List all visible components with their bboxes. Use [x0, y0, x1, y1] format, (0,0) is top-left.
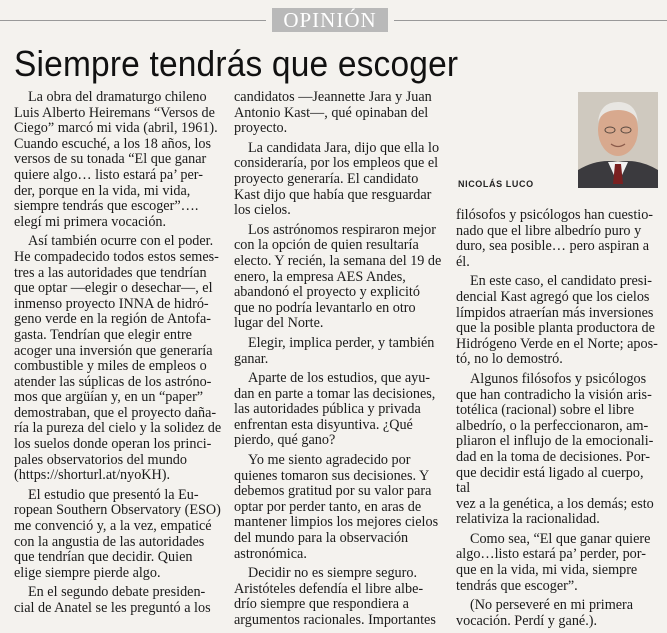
paragraph: La candidata Jara, dijo que ella lo consideraría, por los empleos que el proyecto generaría. El candidato Kast dijo que había que resguardar los cielos. — [234, 139, 440, 219]
paragraph: Decidir no es siempre seguro. Aristóteles defendía el libre albe- drío siempre que respondiera a argumentos racionales. Importantes — [234, 565, 436, 628]
paragraph: Yo me siento agradecido por quienes tomaron sus decisiones. Y debemos gratitud por su valor para optar por perder tanto, en aras de mantener limpios los mejores cielos del mundo para la observación astronómica. — [234, 452, 439, 562]
paragraph: Así también ocurre con el poder. He compadecido todos estos semes- tres a las autoridades que tendrían que optar —elegir o desechar—, el inmenso proyecto INNA de hidró- geno verde en la región de Antofa- gasta. Tendrían que elegir entre acoger una inversión que generaría combustible y miles de empleos o atender las súplicas de los astróno- mos que argüían y, en un “paper” demostraban, que el proyecto daña- ría la pureza del cielo y la solidez de los suelos donde operan los princi- pales observatorios del mundo (https://shorturl.at/nyoKH). — [14, 233, 222, 484]
article-column-3 — [456, 208, 661, 633]
paragraph: Aparte de los estudios, que ayu- dan en parte a tomar las decisiones, las autoridades pública y privada enfrentan esta disyuntiva. ¿Qué pierdo, qué gano? — [234, 370, 436, 449]
paragraph: En el segundo debate presiden- cial de Anatel se les preguntó a los — [14, 584, 211, 616]
paragraph: candidatos —Jeannette Jara y Juan Antonio Kast—, qué opinaban del proyecto. — [234, 89, 432, 137]
author-byline: NICOLÁS LUCO — [458, 179, 534, 189]
paragraph: Elegir, implica perder, y también ganar. — [234, 334, 435, 367]
paragraph: Algunos filósofos y psicólogos que han contradicho la visión aris- totélica (racional) sobre el libre albedrío, o la perfeccionaron, am- pliaron el influjo de la emocionali- dad en la toma de decisiones. Por- que decidir está ligado al cuerpo, tal vez a la genética, a los demás; esto relativiza la racionalidad. — [456, 370, 654, 528]
article-column-2 — [234, 90, 446, 633]
paragraph: (No perseveré en mi primera vocación. Perdí y gané.). — [456, 597, 634, 629]
article-column-1 — [14, 90, 224, 621]
paragraph: En este caso, el candidato presi- dencial Kast agregó que los cielos límpidos atraerían más inversiones que la posible planta productora de Hidrógeno Verde en el Norte; apos- tó, no lo demostró. — [456, 273, 658, 368]
section-header — [0, 10, 667, 32]
author-photo — [578, 92, 658, 188]
paragraph: El estudio que presentó la Eu- ropean Southern Observatory (ESO) me convenció y, a la vez, empaticé con la angustia de las autoridades que tendrían que decidir. Quien elige siempre pierde algo. — [14, 486, 221, 581]
section-label: OPINIÓN — [272, 8, 388, 32]
header-rule-right — [394, 20, 667, 21]
paragraph: La obra del dramaturgo chileno Luis Alberto Heiremans “Versos de Ciego” marcó mi vida (abril, 1961). Cuando escuché, a los 18 años, los versos de su tonada “El que ganar quiere algo… listo estará pa’ per- der, porque en la vida, mi vida, siempre tendrás que escoger”…. elegí mi primera vocación. — [14, 89, 218, 230]
header-rule-left — [0, 20, 266, 21]
paragraph: Como sea, “El que ganar quiere algo…listo estará pa’ perder, por- que en la vida, mi vida, siempre tendrás que escoger”. — [456, 530, 651, 594]
paragraph: Los astrónomos respiraron mejor con la opción de quien resultaría electo. Y recién, la semana del 19 de enero, la empresa AES Andes, abandonó el proyecto y explicitó que no podría levantarlo en otro lugar del Norte. — [234, 221, 442, 332]
author-portrait-icon — [578, 92, 658, 188]
paragraph: filósofos y psicólogos han cuestio- nado que el libre albedrío puro y duro, sea posible… pero aspiran a él. — [456, 207, 654, 270]
headline: Siempre tendrás que escoger — [14, 43, 459, 84]
